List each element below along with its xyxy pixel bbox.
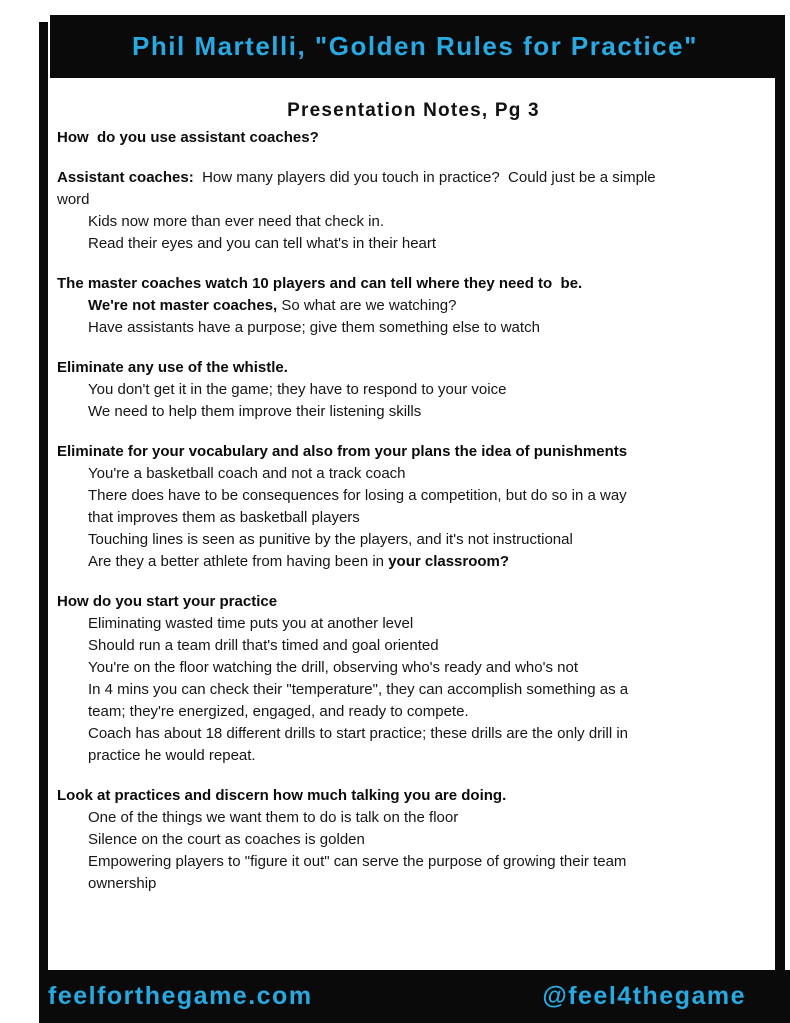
note-line [57,613,779,635]
note-text: One of the things we want them to do is talk on the floor [88,809,459,826]
note-text: Empowering players to "figure it out" can serve the purpose of growing their team [88,853,627,870]
note-text-bold: The master coaches watch 10 players and can tell where they need to be. [57,275,583,292]
note-line [57,379,779,401]
footer-banner [39,970,790,1023]
note-text-bold: Eliminate any use of the whistle. [57,359,288,376]
note-line [57,463,779,485]
note-line [57,189,779,211]
note-block [57,127,779,149]
note-text: that improves them as basketball players [88,509,360,526]
note-line [57,829,779,851]
note-text-bold: Look at practices and discern how much talking you are doing. [57,787,507,804]
note-line [57,317,779,339]
note-line [57,723,779,745]
note-line [57,273,779,295]
note-line [57,701,779,723]
note-text: How many players did you touch in practice? Could just be a simple [193,169,656,186]
notes-content [57,127,779,913]
note-text-bold: your classroom? [388,553,510,570]
notes-subtitle: Presentation Notes, Pg 3 [287,100,540,121]
note-text: So what are we watching? [277,297,457,314]
note-line [57,657,779,679]
note-text: There does have to be consequences for losing a competition, but do so in a way [88,487,627,504]
note-line [57,485,779,507]
note-block [57,273,779,339]
note-text: Silence on the court as coaches is golden [88,831,365,848]
note-block [57,591,779,767]
note-line [57,551,779,573]
note-text: Have assistants have a purpose; give them something else to watch [88,319,540,336]
note-line [57,167,779,189]
note-text: You're on the floor watching the drill, observing who's ready and who's not [88,659,578,676]
note-text: word [57,191,90,208]
note-text-bold: How do you use assistant coaches? [57,129,319,146]
note-line [57,507,779,529]
note-block [57,357,779,423]
note-text: Coach has about 18 different drills to start practice; these drills are the only drill in [88,725,628,742]
note-line [57,591,779,613]
note-text: We need to help them improve their listening skills [88,403,422,420]
note-text: Should run a team drill that's timed and goal oriented [88,637,439,654]
note-line [57,295,779,317]
note-text: You don't get it in the game; they have to respond to your voice [88,381,507,398]
footer-social-handle: @feel4thegame [542,982,746,1010]
note-text: Kids now more than ever need that check in. [88,213,385,230]
note-text: Are they a better athlete from having been in [88,553,389,570]
note-line [57,211,779,233]
note-block [57,785,779,895]
note-text: team; they're energized, engaged, and ready to compete. [88,703,469,720]
footer-website-link: feelforthegame.com [48,982,313,1010]
note-text-bold: Eliminate for your vocabulary and also from your plans the idea of punishments [57,443,628,460]
note-text-bold: Assistant coaches: [57,169,194,186]
note-text: Touching lines is seen as punitive by the players, and it's not instructional [88,531,573,548]
note-block [57,441,779,573]
note-line [57,127,779,149]
note-line [57,233,779,255]
note-text: You're a basketball coach and not a track coach [88,465,406,482]
note-text: Read their eyes and you can tell what's in their heart [88,235,437,252]
note-text: Eliminating wasted time puts you at another level [88,615,414,632]
note-line [57,679,779,701]
note-line [57,745,779,767]
note-line [57,785,779,807]
note-block [57,167,779,255]
note-line [57,807,779,829]
note-text-bold: How do you start your practice [57,593,278,610]
note-line [57,441,779,463]
page-frame-left-bar [39,22,48,970]
note-line [57,851,779,873]
page-title: Phil Martelli, "Golden Rules for Practice" [132,31,698,61]
note-line [57,873,779,895]
header-banner [50,15,780,78]
note-text: practice he would repeat. [88,747,256,764]
note-line [57,635,779,657]
note-line [57,357,779,379]
note-line [57,529,779,551]
note-text: In 4 mins you can check their "temperature", they can accomplish something as a [88,681,629,698]
note-text: ownership [88,875,157,892]
note-line [57,401,779,423]
note-text-bold: We're not master coaches, [88,297,278,314]
